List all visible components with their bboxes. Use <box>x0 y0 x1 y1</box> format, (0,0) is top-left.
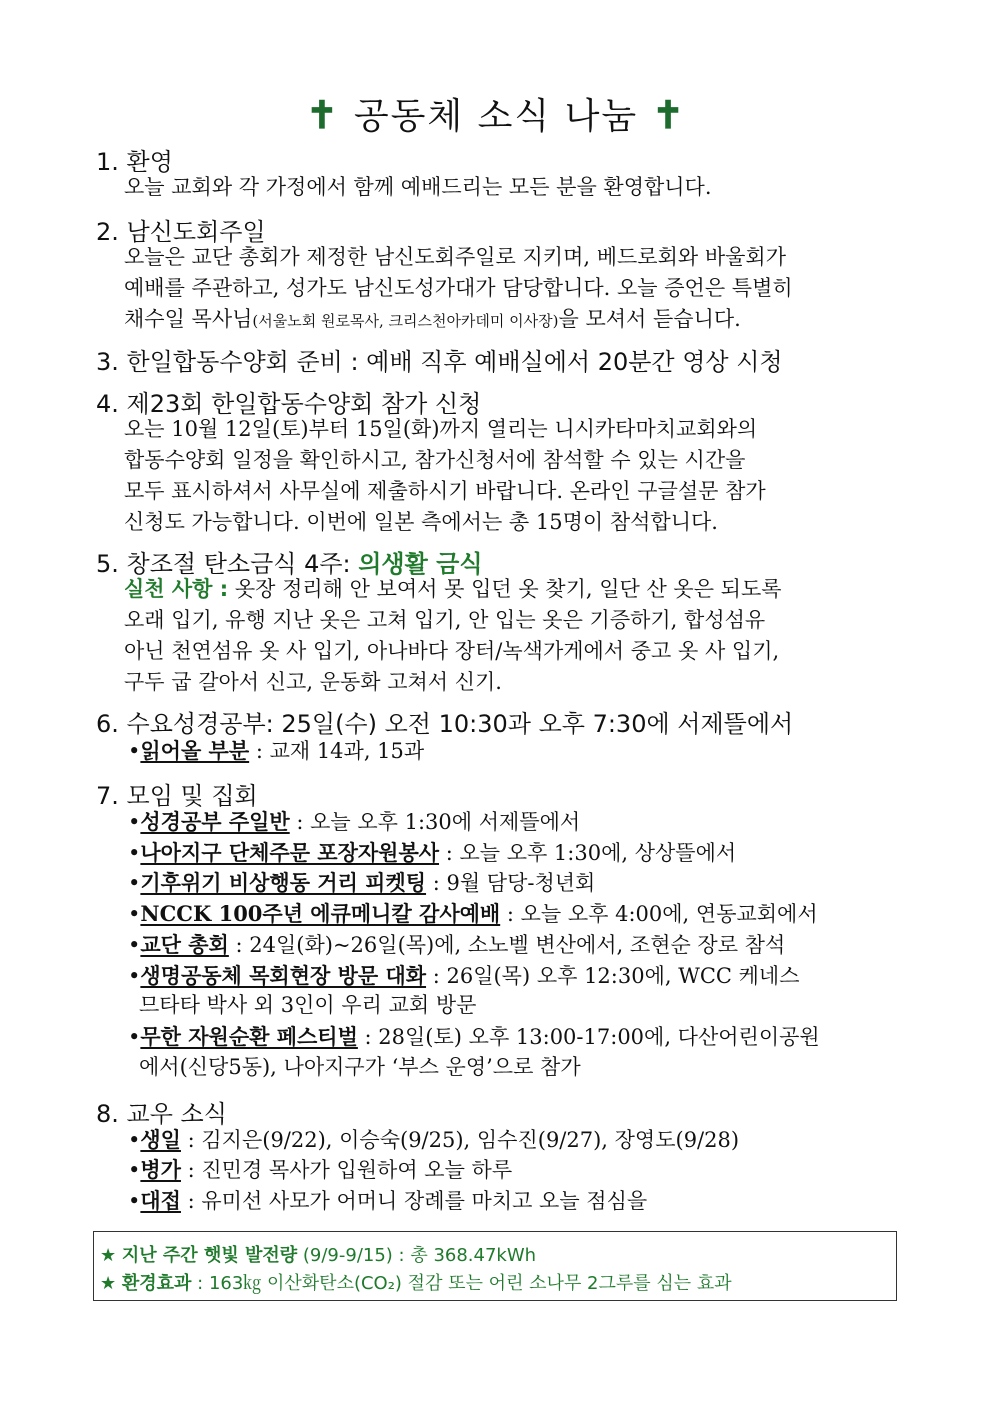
box-text: (9/9-9/15) : 총 368.47kWh <box>297 1245 537 1266</box>
bullet-item: •병가 : 진민경 목사가 입원하여 오늘 하루 <box>128 1157 513 1182</box>
bullet-label: 교단 총회 <box>140 932 229 957</box>
bullet-label: 성경공부 주일반 <box>140 809 290 834</box>
section-body-retreat-signup <box>124 414 900 538</box>
page-title <box>0 88 992 139</box>
bullet-continuation: 에서(신당5동), 나아지구가 ‘부스 운영’으로 참가 <box>139 1055 581 1079</box>
bullet-text: : 교재 14과, 15과 <box>249 739 425 763</box>
star-icon: ★ <box>100 1245 117 1266</box>
bullet-item: •무한 자원순환 페스티벌 : 28일(토) 오후 13:00-17:00에, 다산어린이공원 <box>128 1024 820 1049</box>
environment-effect-line <box>100 1269 732 1295</box>
body-note: (서울노회 원로목사, 크리스천아카데미 이사장) <box>252 312 559 330</box>
bullet-item: •기후위기 비상행동 거리 피켓팅 : 9월 담당-청년회 <box>128 870 596 895</box>
cross-icon: ✝ <box>305 92 340 137</box>
section-heading-bible-study: 6. 수요성경공부: 25일(수) 오전 10:30과 오후 7:30에 서제뜰에서 <box>96 710 794 738</box>
section-heading-mens-sunday: 2. 남신도회주일 <box>96 218 266 246</box>
practice-label: 실천 사항 : <box>124 577 229 601</box>
box-label: 환경효과 <box>121 1273 192 1294</box>
section-body-welcome <box>124 172 900 203</box>
bullet-label: 생명공동체 목회현장 방문 대화 <box>140 963 427 988</box>
bullet-label: 읽어올 부분 <box>140 738 250 763</box>
bullet-label: NCCK 100주년 에큐메니칼 감사예배 <box>140 901 501 926</box>
bullet-text: : 오늘 오후 1:30에, 상상뜰에서 <box>439 841 737 865</box>
body-line: 아닌 천연섬유 옷 사 입기, 아나바다 장터/녹색가게에서 중고 옷 사 입기, <box>124 639 780 663</box>
solar-power-line <box>100 1241 536 1267</box>
bullet-label: 나아지구 단체주문 포장자원봉사 <box>140 840 440 865</box>
bullet-continuation: 므타타 박사 외 3인이 우리 교회 방문 <box>139 993 477 1017</box>
bullet-item: •성경공부 주일반 : 오늘 오후 1:30에 서제뜰에서 <box>128 809 581 834</box>
bullet-label: 생일 <box>140 1127 181 1152</box>
bullet-text: : 오늘 오후 1:30에 서제뜰에서 <box>289 810 581 834</box>
body-line: 오늘 교회와 각 가정에서 함께 예배드리는 모든 분을 환영합니다. <box>124 175 712 199</box>
body-line: 신청도 가능합니다. 이번에 일본 측에서는 총 15명이 참석합니다. <box>124 510 718 534</box>
bullet-text: : 유미선 사모가 어머니 장례를 마치고 오늘 점심을 <box>180 1189 648 1213</box>
bullet-text: : 진민경 목사가 입원하여 오늘 하루 <box>180 1158 513 1182</box>
bullet-text: : 26일(목) 오후 12:30에, WCC 케네스 <box>426 964 800 988</box>
box-text: : 163㎏ 이산화탄소(CO₂) 절감 또는 어린 소나무 2그루를 심는 효과 <box>191 1273 732 1294</box>
body-line: 오는 10월 12일(토)부터 15일(화)까지 열리는 니시카타마치교회와의 <box>124 417 758 441</box>
body-line <box>124 304 900 337</box>
heading-text: 5. 창조절 탄소금식 4주: <box>96 550 359 578</box>
bullet-item: •읽어올 부분 : 교재 14과, 15과 <box>128 738 425 763</box>
body-line: 모두 표시하셔서 사무실에 제출하시기 바랍니다. 온라인 구글설문 참가 <box>124 479 766 503</box>
section-heading-retreat-signup: 4. 제23회 한일합동수양회 참가 신청 <box>96 390 482 418</box>
bullet-text: : 24일(화)~26일(목)에, 소노벨 변산에서, 조현순 장로 참석 <box>228 933 786 957</box>
bullet-label: 대접 <box>140 1188 181 1213</box>
body-text: 옷장 정리해 안 보여서 못 입던 옷 찾기, 일단 산 옷은 되도록 <box>228 577 782 601</box>
bullet-text: : 김지은(9/22), 이승숙(9/25), 임수진(9/27), 장영도(9/28) <box>180 1128 740 1152</box>
solar-info-box <box>93 1231 897 1301</box>
star-icon: ★ <box>100 1273 117 1294</box>
body-line: 오늘은 교단 총회가 제정한 남신도회주일로 지키며, 베드로회와 바울회가 <box>124 245 786 269</box>
body-line: 오래 입기, 유행 지난 옷은 고쳐 입기, 안 입는 옷은 기증하기, 합성섬유 <box>124 608 766 632</box>
body-line: 구두 굽 갈아서 신고, 운동화 고쳐서 신기. <box>124 670 502 694</box>
bullet-label: 기후위기 비상행동 거리 피켓팅 <box>140 870 427 895</box>
cross-icon: ✝ <box>652 92 686 137</box>
body-line <box>124 574 900 605</box>
bullet-label: 무한 자원순환 페스티벌 <box>140 1024 358 1049</box>
bullet-item: •생일 : 김지은(9/22), 이승숙(9/25), 임수진(9/27), 장영도(9/28) <box>128 1127 740 1152</box>
body-line: 합동수양회 일정을 확인하시고, 참가신청서에 참석할 수 있는 시간을 <box>124 448 746 472</box>
body-line: 예배를 주관하고, 성가도 남신도성가대가 담당합니다. 오늘 증언은 특별히 <box>124 276 793 300</box>
bullet-item: •나아지구 단체주문 포장자원봉사 : 오늘 오후 1:30에, 상상뜰에서 <box>128 840 737 865</box>
title-text: 공동체 소식 나눔 <box>353 96 639 137</box>
bullet-item: •NCCK 100주년 에큐메니칼 감사예배 : 오늘 오후 4:00에, 연동교회에서 <box>128 901 818 926</box>
section-heading-welcome: 1. 환영 <box>96 148 173 176</box>
bullet-label: 병가 <box>140 1157 181 1182</box>
bullet-item: •교단 총회 : 24일(화)~26일(목)에, 소노벨 변산에서, 조현순 장로 참석 <box>128 932 786 957</box>
section-heading-member-news: 8. 교우 소식 <box>96 1100 227 1128</box>
bullet-text: : 9월 담당-청년회 <box>426 871 596 895</box>
bullet-item: •생명공동체 목회현장 방문 대화 : 26일(목) 오후 12:30에, WCC 케네스 <box>128 963 800 988</box>
body-text: 채수일 목사님 <box>124 307 253 331</box>
section-body-mens-sunday <box>124 242 900 337</box>
section-heading-meetings: 7. 모임 및 집회 <box>96 782 258 810</box>
section-body-carbon-fast <box>124 574 900 698</box>
bullet-text: : 오늘 오후 4:00에, 연동교회에서 <box>500 902 818 926</box>
section-heading-retreat-prep: 3. 한일합동수양회 준비 : 예배 직후 예배실에서 20분간 영상 시청 <box>96 348 783 376</box>
heading-highlight: 의생활 금식 <box>358 550 483 578</box>
body-text: 을 모셔서 듣습니다. <box>558 307 741 331</box>
bullet-item: •대접 : 유미선 사모가 어머니 장례를 마치고 오늘 점심을 <box>128 1188 648 1213</box>
bullet-text: : 28일(토) 오후 13:00-17:00에, 다산어린이공원 <box>357 1025 820 1049</box>
box-label: 지난 주간 햇빛 발전량 <box>121 1245 298 1266</box>
